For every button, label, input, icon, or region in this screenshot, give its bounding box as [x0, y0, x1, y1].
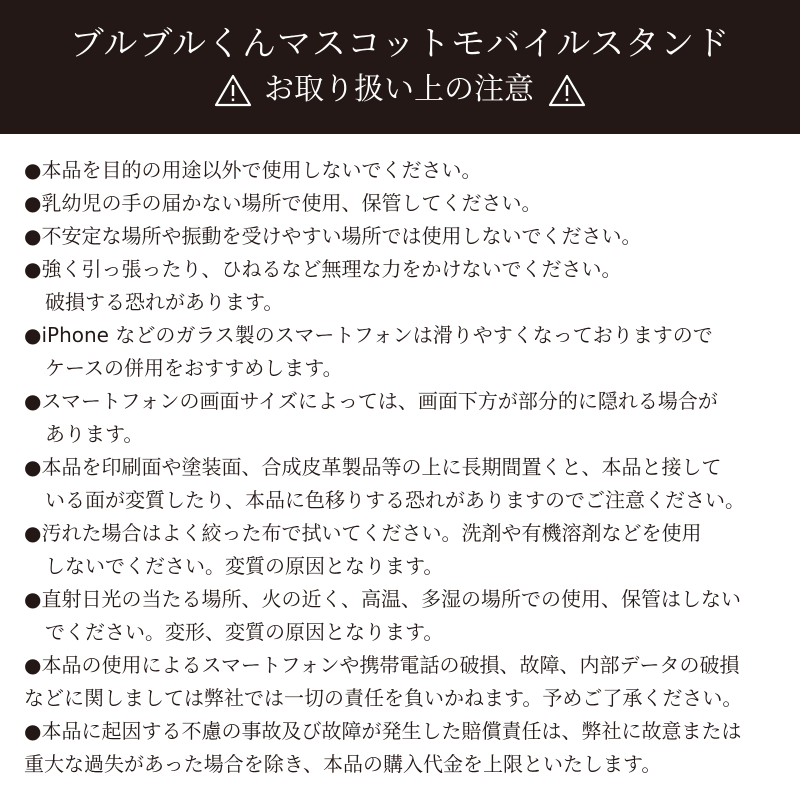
- caution-line: ●iPhone などのガラス製のスマートフォンは滑りやすくなっておりますので: [24, 323, 713, 347]
- page-title: ブルブルくんマスコットモバイルスタンド: [69, 24, 731, 64]
- caution-line: ●乳幼児の手の届かない場所で使用、保管してください。: [24, 191, 542, 215]
- caution-line-continued: などに関しましては弊社では一切の責任を負いかねます。予めご了承ください。: [24, 686, 743, 710]
- caution-item: [24, 253, 800, 319]
- warning-icon: [548, 73, 586, 107]
- page-subtitle: お取り扱い上の注意: [264, 72, 534, 107]
- caution-line: ●本品の使用によるスマートフォンや携帯電話の破損、故障、内部データの破損: [24, 653, 740, 677]
- caution-line: ●本品に起因する不慮の事故及び故障が発生した賠償責任は、弊社に故意または: [24, 719, 742, 743]
- caution-line-continued: あります。: [45, 422, 144, 446]
- caution-list: [0, 134, 800, 781]
- caution-item: [24, 319, 800, 385]
- caution-line: ●強く引っ張ったり、ひねるなど無理な力をかけないでください。: [24, 257, 622, 281]
- header-banner: [0, 0, 800, 134]
- caution-item: [24, 220, 800, 253]
- caution-line-continued: ケースの併用をおすすめします。: [45, 356, 343, 380]
- caution-line-continued: しないでください。変質の原因となります。: [45, 554, 444, 578]
- caution-line: ●本品を目的の用途以外で使用しないでください。: [24, 158, 482, 182]
- caution-item: [24, 649, 800, 715]
- subtitle-row: [0, 68, 800, 112]
- caution-line: ●直射日光の当たる場所、火の近く、高温、多湿の場所での使用、保管はしない: [24, 587, 742, 611]
- caution-line: ●スマートフォンの画面サイズによっては、画面下方が部分的に隠れる場合が: [24, 389, 718, 413]
- caution-item: [24, 385, 800, 451]
- caution-item: [24, 187, 800, 220]
- caution-line-continued: 破損する恐れがあります。: [45, 290, 284, 314]
- caution-item: [24, 451, 800, 517]
- warning-icon: [214, 73, 252, 107]
- caution-line-continued: 重大な過失があった場合を除き、本品の購入代金を上限といたします。: [24, 752, 662, 776]
- caution-item: [24, 154, 800, 187]
- caution-line: ●汚れた場合はよく絞った布で拭いてください。洗剤や有機溶剤などを使用: [24, 521, 702, 545]
- caution-line-continued: いる面が変質したり、本品に色移りする恐れがありますのでご注意ください。: [45, 488, 745, 512]
- caution-item: [24, 583, 800, 649]
- caution-item: [24, 715, 800, 781]
- caution-line: ●本品を印刷面や塗装面、合成皮革製品等の上に長期間置くと、本品と接して: [24, 455, 722, 479]
- caution-line: ●不安定な場所や振動を受けやすい場所では使用しないでください。: [24, 224, 642, 248]
- caution-item: [24, 517, 800, 583]
- caution-line-continued: でください。変形、変質の原因となります。: [45, 620, 444, 644]
